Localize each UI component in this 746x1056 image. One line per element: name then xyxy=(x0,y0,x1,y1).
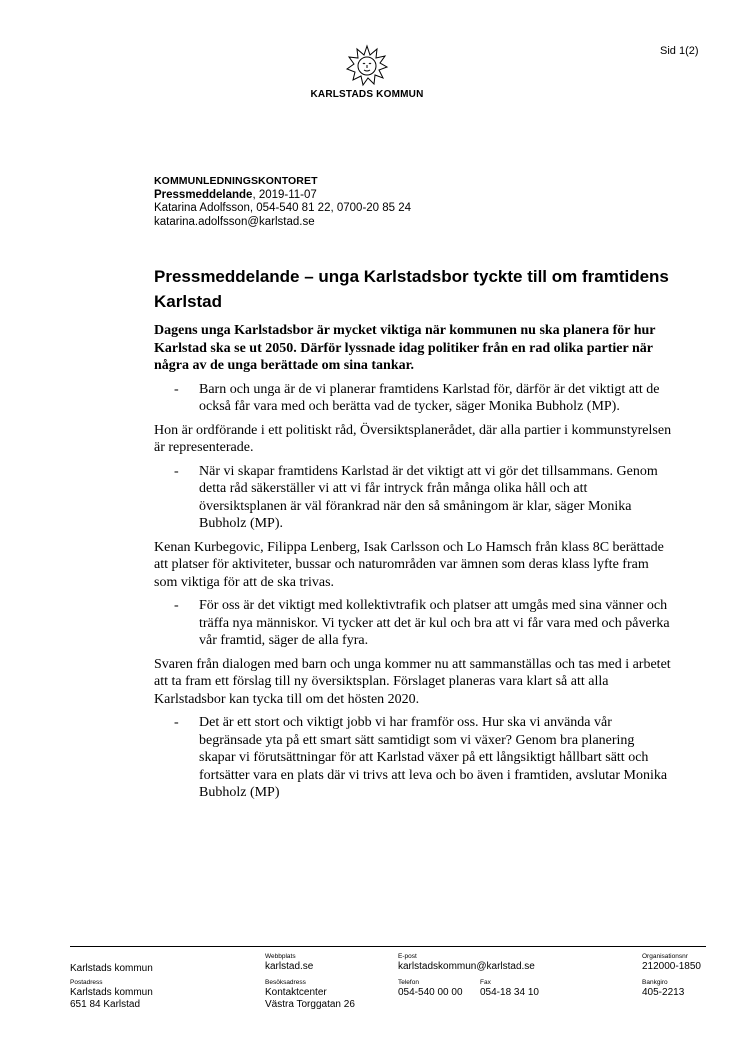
footer-post-label: Postadress xyxy=(70,979,103,986)
footer-web-label: Webbplats xyxy=(265,953,296,960)
footer-visit-line1: Kontaktcenter xyxy=(265,987,327,998)
quote xyxy=(154,381,674,416)
quote-text: För oss är det viktigt med kollektivtrafik och platser att umgås med sina vänner och träffa nya människor. Vi tycker att det är kul och bra att vi får vara med och påverka vår framtid, säger de alla fyra. xyxy=(199,598,670,648)
paragraph: Kenan Kurbegovic, Filippa Lenberg, Isak Carlsson och Lo Hamsch från klass 8C berättade att platser för aktiviteter, bussar och naturområden var ämnen som deras klass lyfte fram som viktiga för att de ska trivas. xyxy=(154,539,664,590)
article-title: Pressmeddelande – unga Karlstadsbor tyckte till om framtidens Karlstad xyxy=(154,267,669,311)
footer-visit-line2: Västra Torggatan 26 xyxy=(265,999,355,1010)
footer-post-line1: Karlstads kommun xyxy=(70,987,153,998)
dash: - xyxy=(174,715,179,730)
quote-text: När vi skapar framtidens Karlstad är det viktigt att vi gör det tillsammans. Genom detta råd säkerställer vi att vi får intryck från många olika håll och att översiktsplanen är väl förankrad när den så småningom är klar, säger Monika Bubholz (MP). xyxy=(199,463,658,531)
date: , 2019-11-07 xyxy=(252,188,317,201)
article-lead: Dagens unga Karlstadsbor är mycket viktiga när kommunen nu ska planera för hur Karlstad ska se ut 2050. Därför lyssnade idag politiker från en rad olika partier när några av de unga berättade om sina tankar. xyxy=(154,323,656,373)
footer-visit-label: Besöksadress xyxy=(265,979,306,986)
footer-bank: 405-2213 xyxy=(642,987,685,998)
quote-text: Barn och unga är de vi planerar framtidens Karlstad för, därför är det viktigt att de också får vara med och berätta vad de tycker, säger Monika Bubholz (MP). xyxy=(199,381,660,414)
contact-line: Katarina Adolfsson, 054-540 81 22, 0700-20 85 24 xyxy=(154,202,412,214)
footer-email: karlstadskommun@karlstad.se xyxy=(398,961,535,972)
dash: - xyxy=(174,598,179,613)
footer-fax-label: Fax xyxy=(480,979,491,986)
article xyxy=(154,264,674,808)
footer-fax: 054-18 34 10 xyxy=(480,987,539,998)
contact-email: katarina.adolfsson@karlstad.se xyxy=(154,215,315,228)
quote-text: Det är ett stort och viktigt jobb vi har framför oss. Hur ska vi använda vår begränsade yta på ett smart sätt samtidigt som vi växer? Genom bra planering skapar vi förutsättningar för att Karlstad växer på ett långsiktigt hållbart sätt och fortsätter vara en plats där vi trivs att leva och bo även i framtiden, avslutar Monika Bubholz (MP) xyxy=(199,715,668,800)
dash: - xyxy=(174,381,179,397)
footer-bank-label: Bankgiro xyxy=(642,979,668,986)
logo-text: KARLSTADS KOMMUN xyxy=(310,89,424,100)
footer-post-line2: 651 84 Karlstad xyxy=(70,999,141,1010)
sender-block xyxy=(154,175,411,229)
footer-org-label: Organisationsnr xyxy=(642,953,688,960)
footer-name: Karlstads kommun xyxy=(70,963,153,974)
quote xyxy=(154,597,674,650)
quote xyxy=(154,714,674,802)
quote xyxy=(154,463,674,533)
footer-phone: 054-540 00 00 xyxy=(398,987,463,998)
department: KOMMUNLEDNINGSKONTORET xyxy=(154,175,318,187)
footer-email-label: E-post xyxy=(398,953,417,960)
footer-org: 212000-1850 xyxy=(642,961,701,972)
dash: - xyxy=(174,463,179,479)
footer-phone-label: Telefon xyxy=(398,979,419,986)
footer-web: karlstad.se xyxy=(265,961,314,972)
footer xyxy=(70,946,706,1010)
paragraph: Hon är ordförande i ett politiskt råd, Översiktsplanerådet, där alla partier i kommunstyrelsen är representerade. xyxy=(154,422,672,455)
paragraph: Svaren från dialogen med barn och unga kommer nu att sammanställas och tas med i arbetet att ta fram ett förslag till ny översiktsplan. Förslaget planeras vara klart så att alla Karlstadsbor kan tycka till om det hösten 2020. xyxy=(154,656,671,707)
sun-logo-icon xyxy=(345,44,389,88)
logo xyxy=(297,44,437,100)
doc-type: Pressmeddelande xyxy=(154,188,253,201)
page-number: Sid 1(2) xyxy=(660,45,699,57)
